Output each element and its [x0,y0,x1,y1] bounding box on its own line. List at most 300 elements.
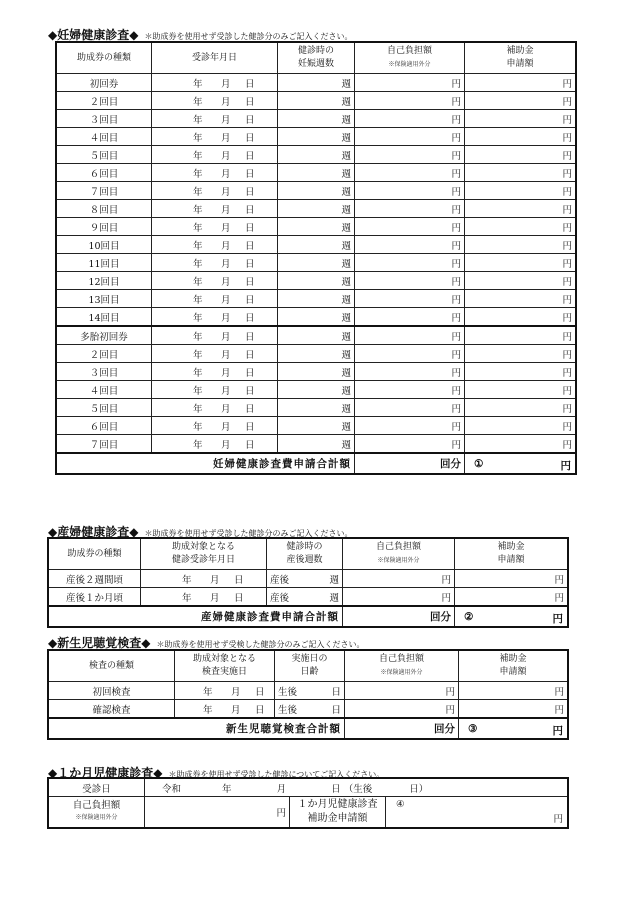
row-type [57,417,152,435]
yen-unit: 円 [562,403,572,415]
date-field[interactable] [152,381,278,399]
day-unit: 日 [244,439,255,451]
week-unit: 週 [329,592,339,604]
after-label: 生後 [278,686,298,698]
yen-unit: 円 [451,421,461,433]
one-month-checkup-table [48,778,568,828]
total-mark: ① [474,457,484,470]
row-type [57,326,152,345]
header-self-pay [355,43,465,74]
date-field[interactable] [152,290,278,308]
table-row [57,92,576,110]
date-field[interactable] [152,164,278,182]
subsidy-field[interactable] [465,236,576,254]
days-field[interactable] [275,682,345,700]
self-pay-field[interactable] [355,218,465,236]
day-unit: 日 [244,186,255,198]
subsidy-field[interactable] [465,326,576,345]
times-unit: 回分 [440,458,461,470]
row-type [57,128,152,146]
weeks-field[interactable] [278,74,355,92]
total-row [57,453,576,474]
header-subsidy [465,43,576,74]
weeks-field[interactable] [278,290,355,308]
weeks-field[interactable] [278,164,355,182]
day-unit: 日 [244,349,255,361]
table-row [57,254,576,272]
month-unit: 月 [220,403,231,415]
table-row [49,700,568,719]
date-field[interactable] [152,236,278,254]
subsidy-field[interactable] [465,363,576,381]
yen-unit: 円 [552,612,563,625]
weeks-field[interactable] [278,326,355,345]
date-field[interactable] [175,682,275,700]
year-unit: 年 [192,150,203,162]
month-unit: 月 [220,150,231,162]
section-title-text: ◆産婦健康診査◆ [48,525,139,539]
self-pay-field[interactable] [145,797,290,828]
year-unit: 年 [192,204,203,216]
total-amount-field[interactable] [465,453,576,474]
subsidy-field[interactable] [465,182,576,200]
table-row [57,74,576,92]
subsidy-field[interactable] [465,164,576,182]
row-type [49,570,141,588]
header-text: 健診時の 妊娠週数 [297,46,334,69]
total-row [49,606,568,627]
table-row [49,682,568,700]
week-unit: 週 [341,421,351,433]
month-unit: 月 [209,574,220,586]
self-pay-field[interactable] [355,236,465,254]
year-unit: 年 [192,186,203,198]
self-pay-field[interactable] [355,164,465,182]
era-label: 令和 [162,783,182,795]
day-unit: 日 [254,704,265,716]
date-field[interactable] [152,399,278,417]
weeks-field[interactable] [278,110,355,128]
subsidy-field[interactable] [465,128,576,146]
day-unit: 日 [244,421,255,433]
self-pay-field[interactable] [355,399,465,417]
after-label: 産後 [270,592,290,604]
date-field[interactable] [152,363,278,381]
weeks-field[interactable] [278,272,355,290]
row-label: 産後１か月頃 [65,592,123,604]
month-unit: 月 [220,114,231,126]
self-pay-field[interactable] [355,290,465,308]
subsidy-field[interactable] [459,682,568,700]
subsidy-field[interactable] [465,435,576,454]
table-row [57,128,576,146]
after-label: 産後 [270,574,290,586]
date-field[interactable] [152,308,278,327]
row-label: ２回目 [89,96,119,108]
total-label-text: 新生児聴覚検査合計額 [226,723,341,735]
section-title-text: ◆妊婦健康診査◆ [48,28,139,42]
date-field[interactable] [152,92,278,110]
day-unit: 日 [244,294,255,306]
total-label-text: 妊婦健康診査費申請合計額 [213,458,351,470]
date-field[interactable] [141,570,267,588]
month-unit: 月 [220,439,231,451]
week-unit: 週 [341,150,351,162]
subsidy-field[interactable] [465,74,576,92]
weeks-field[interactable] [278,92,355,110]
header-subsidy [455,539,568,570]
table-row [57,200,576,218]
total-label [49,606,343,627]
header-text: 助成対象となる 健診受診年月日 [171,542,235,565]
day-unit: 日 [244,96,255,108]
week-unit: 週 [341,204,351,216]
times-unit: 回分 [434,723,455,735]
weeks-field[interactable] [278,182,355,200]
day-unit: 日 [244,150,255,162]
table-row [57,182,576,200]
yen-unit: 円 [451,258,461,270]
month-unit: 月 [220,421,231,433]
weeks-field[interactable] [278,128,355,146]
yen-unit: 円 [451,132,461,144]
pregnancy-checkup-title [48,26,352,43]
subsidy-field[interactable] [455,588,568,607]
row-type [57,399,152,417]
table-row [49,570,568,588]
self-pay-field[interactable] [355,363,465,381]
weeks-field[interactable] [278,308,355,327]
header-subsidy [459,651,568,682]
self-pay-field[interactable] [355,308,465,327]
week-unit: 週 [341,385,351,397]
table-row [57,399,576,417]
row-type [49,700,175,719]
yen-unit: 円 [451,331,461,343]
year-unit: 年 [192,403,203,415]
month-unit: 月 [220,349,231,361]
self-pay-field[interactable] [355,254,465,272]
date-field[interactable] [152,254,278,272]
header-weeks [267,539,343,570]
row-type [57,363,152,381]
date-field[interactable] [152,417,278,435]
yen-unit: 円 [451,294,461,306]
day-unit: 日 [233,574,244,586]
subsidy-field[interactable] [465,110,576,128]
yen-unit: 円 [562,367,572,379]
header-date [175,651,275,682]
self-pay-field[interactable] [355,345,465,363]
weeks-field[interactable] [278,399,355,417]
yen-unit: 円 [562,276,572,288]
yen-unit: 円 [451,276,461,288]
year-unit: 年 [192,349,203,361]
year-unit: 年 [192,385,203,397]
self-pay-field[interactable] [355,110,465,128]
self-pay-field[interactable] [343,570,455,588]
weeks-field[interactable] [278,146,355,164]
date-field[interactable] [152,345,278,363]
date-field[interactable] [152,326,278,345]
weeks-field[interactable] [278,218,355,236]
week-unit: 週 [341,349,351,361]
day-unit: 日 [244,222,255,234]
month-unit: 月 [276,783,287,795]
week-unit: 週 [341,331,351,343]
total-count-field[interactable] [345,718,459,739]
week-unit: 週 [341,258,351,270]
row-label: ８回目 [89,204,119,216]
subsidy-field[interactable] [465,290,576,308]
day-unit: 日 [244,132,255,144]
date-field[interactable] [152,435,278,454]
weeks-field[interactable] [278,254,355,272]
header-note: ※保険適用外分 [388,61,431,68]
self-pay-field[interactable] [355,435,465,454]
month-unit: 月 [220,168,231,180]
times-unit: 回分 [430,611,451,623]
row-type [57,254,152,272]
yen-unit: 円 [562,168,572,180]
subsidy-field[interactable] [465,146,576,164]
self-pay-field[interactable] [355,128,465,146]
yen-unit: 円 [562,222,572,234]
self-pay-field[interactable] [355,92,465,110]
date-field[interactable] [152,110,278,128]
days-field[interactable] [275,700,345,719]
table-row [57,290,576,308]
header-text: 補助金 申請額 [497,542,525,565]
yen-unit: 円 [451,96,461,108]
yen-unit: 円 [451,186,461,198]
subsidy-field[interactable] [465,381,576,399]
day-unit: 日 [244,204,255,216]
year-unit: 年 [192,421,203,433]
month-unit: 月 [220,385,231,397]
row-type [57,435,152,454]
weeks-field[interactable] [278,417,355,435]
row-label: ５回目 [89,150,119,162]
subsidy-field[interactable] [465,200,576,218]
day-unit: 日 [244,367,255,379]
year-unit: 年 [192,222,203,234]
header-weeks [278,43,355,74]
self-pay-field[interactable] [355,381,465,399]
yen-unit: 円 [554,686,564,698]
year-unit: 年 [192,114,203,126]
mark-4: ④ [396,799,405,810]
total-label-text: 産婦健康診査費申請合計額 [201,611,339,623]
week-unit: 週 [329,574,339,586]
year-unit: 年 [192,258,203,270]
month-unit: 月 [220,78,231,90]
row-type [57,74,152,92]
weeks-field[interactable] [278,435,355,454]
table-row [57,218,576,236]
row-type [57,146,152,164]
weeks-field[interactable] [278,381,355,399]
days-after-birth-open: （生後 [343,783,373,795]
day-unit: 日 [244,403,255,415]
subsidy-field[interactable] [455,570,568,588]
yen-unit: 円 [562,331,572,343]
month-unit: 月 [220,186,231,198]
self-pay-field[interactable] [355,74,465,92]
row-type [57,182,152,200]
date-field[interactable] [152,218,278,236]
year-unit: 年 [192,132,203,144]
section-note: ＊助成券を使用せず受診した健診についてご記入ください。 [168,770,385,779]
header-note: ※保険適用外分 [377,557,420,564]
yen-unit: 円 [562,349,572,361]
total-amount-field[interactable] [459,718,568,739]
month-unit: 月 [220,294,231,306]
date-field[interactable] [175,700,275,719]
row-label: ４回目 [89,132,119,144]
yen-unit: 円 [451,385,461,397]
apply-amount-field[interactable] [386,797,568,828]
row-label: 10回目 [88,240,120,252]
subsidy-field[interactable] [465,399,576,417]
yen-unit: 円 [451,403,461,415]
year-unit: 年 [192,168,203,180]
weeks-field[interactable] [267,588,343,607]
month-unit: 月 [220,331,231,343]
week-unit: 週 [341,312,351,324]
subsidy-field[interactable] [465,417,576,435]
subsidy-field[interactable] [465,272,576,290]
month-unit: 月 [220,367,231,379]
self-pay-field[interactable] [355,272,465,290]
header-type [49,651,175,682]
self-pay-field[interactable] [355,417,465,435]
header-text: 助成券の種類 [76,52,131,63]
yen-unit: 円 [562,421,572,433]
subsidy-field[interactable] [465,308,576,327]
self-pay-field[interactable] [345,682,459,700]
visit-date-label: 受診日 [49,779,145,797]
self-pay-field[interactable] [355,182,465,200]
section-note: ＊助成券を使用せず受診した健診分のみご記入ください。 [144,529,353,538]
table-row [57,326,576,345]
month-unit: 月 [220,222,231,234]
table-row [57,381,576,399]
postpartum-checkup-table [48,538,568,627]
total-count-field[interactable] [355,453,465,474]
after-label: 生後 [278,704,298,716]
year-unit: 年 [181,574,192,586]
table-row [49,588,568,607]
header-text: 受診年月日 [191,52,237,63]
date-field[interactable] [152,146,278,164]
total-amount-field[interactable] [455,606,568,627]
month-unit: 月 [220,258,231,270]
row-label: ５回目 [89,403,119,415]
table-row [57,345,576,363]
yen-unit: 円 [562,78,572,90]
weeks-field[interactable] [278,345,355,363]
week-unit: 週 [341,96,351,108]
row-label: 11回目 [88,258,120,270]
header-date [141,539,267,570]
header-text: 助成券の種類 [67,548,122,559]
row-label: 初回検査 [92,686,131,698]
yen-unit: 円 [553,814,563,825]
subsidy-field[interactable] [465,345,576,363]
date-field[interactable] [141,588,267,607]
weeks-field[interactable] [278,200,355,218]
yen-unit: 円 [562,114,572,126]
yen-unit: 円 [562,385,572,397]
week-unit: 週 [341,132,351,144]
row-label: 確認検査 [92,704,131,716]
subsidy-field[interactable] [465,92,576,110]
year-unit: 年 [192,439,203,451]
self-pay-field[interactable] [355,146,465,164]
year-unit: 年 [192,78,203,90]
row-type [57,200,152,218]
week-unit: 週 [341,276,351,288]
header-self-pay [343,539,455,570]
header-text: 実施日の 日齢 [291,654,328,677]
header-type [57,43,152,74]
yen-unit: 円 [451,349,461,361]
month-unit: 月 [220,204,231,216]
yen-unit: 円 [562,150,572,162]
visit-date-field[interactable] [145,779,568,797]
table-row [57,363,576,381]
header-text: 健診時の 産後週数 [286,542,323,565]
date-field[interactable] [152,182,278,200]
table-row [57,236,576,254]
subsidy-field[interactable] [465,254,576,272]
date-field[interactable] [152,74,278,92]
self-pay-field[interactable] [355,326,465,345]
yen-unit: 円 [554,574,564,586]
days-after-birth-close: 日） [409,783,429,795]
header-date [152,43,278,74]
weeks-field[interactable] [267,570,343,588]
subsidy-field[interactable] [459,700,568,719]
week-unit: 週 [341,367,351,379]
row-type [49,588,141,607]
header-row [57,43,576,74]
week-unit: 週 [341,403,351,415]
weeks-field[interactable] [278,236,355,254]
self-pay-field[interactable] [345,700,459,719]
yen-unit: 円 [562,96,572,108]
table-row [57,272,576,290]
yen-unit: 円 [451,367,461,379]
date-field[interactable] [152,200,278,218]
header-text: 補助金 申請額 [499,654,527,677]
yen-unit: 円 [562,240,572,252]
weeks-field[interactable] [278,363,355,381]
section-note: ＊助成券を使用せず受検した健診分のみご記入ください。 [156,640,365,649]
week-unit: 週 [341,439,351,451]
total-count-field[interactable] [343,606,455,627]
total-mark: ③ [468,722,478,735]
month-unit: 月 [230,686,241,698]
yen-unit: 円 [451,240,461,252]
date-field[interactable] [152,128,278,146]
self-pay-field[interactable] [355,200,465,218]
self-pay-field[interactable] [343,588,455,607]
date-field[interactable] [152,272,278,290]
year-unit: 年 [192,331,203,343]
subsidy-field[interactable] [465,218,576,236]
